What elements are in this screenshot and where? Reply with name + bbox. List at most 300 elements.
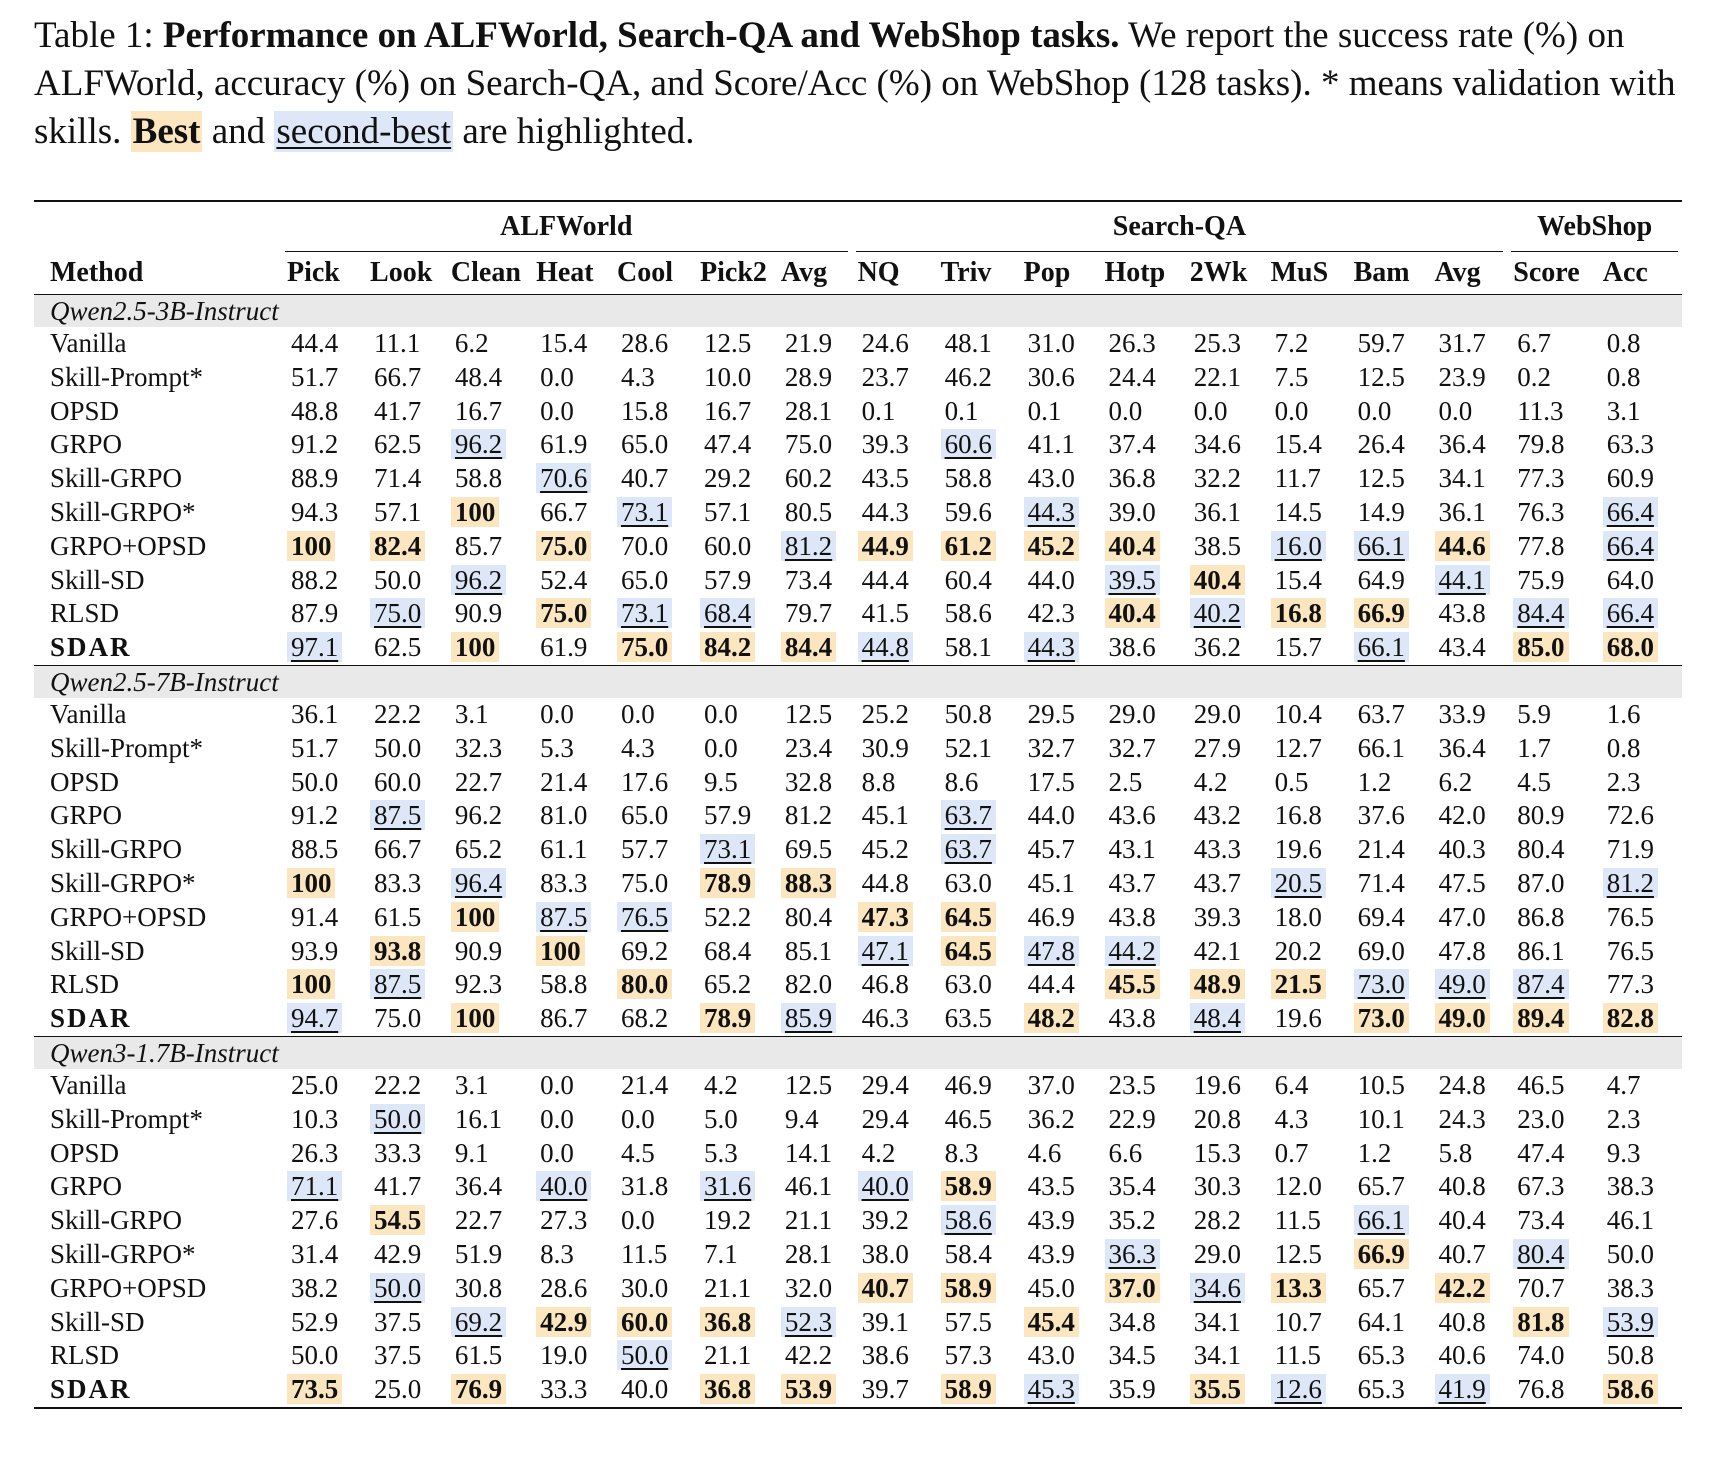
value-cell bbox=[852, 428, 935, 462]
value-cell bbox=[1265, 1272, 1348, 1306]
value-text: 82.8 bbox=[1603, 1003, 1658, 1033]
value-cell bbox=[1184, 428, 1265, 462]
value-cell bbox=[1429, 1002, 1508, 1036]
value-cell bbox=[281, 1002, 364, 1036]
value-cell bbox=[1184, 1238, 1265, 1272]
value-cell bbox=[1018, 901, 1099, 935]
value-text: 73.4 bbox=[784, 564, 833, 595]
value-cell bbox=[1265, 564, 1348, 598]
value-text: 22.7 bbox=[454, 1205, 503, 1236]
value-cell bbox=[1507, 1170, 1596, 1204]
value-cell bbox=[1507, 732, 1596, 766]
value-cell bbox=[935, 327, 1018, 361]
value-text: 5.0 bbox=[704, 1103, 738, 1134]
value-text: 44.0 bbox=[1027, 800, 1075, 831]
value-cell bbox=[611, 1238, 694, 1272]
value-text: 4.6 bbox=[1027, 1137, 1062, 1168]
value-cell bbox=[1099, 1373, 1184, 1408]
value-text: 11.5 bbox=[1274, 1340, 1321, 1371]
value-text: 94.3 bbox=[290, 496, 339, 527]
value-text: 15.7 bbox=[1274, 632, 1322, 663]
value-cell bbox=[775, 799, 852, 833]
value-text: 59.6 bbox=[944, 496, 992, 527]
value-text: 45.7 bbox=[1027, 834, 1075, 865]
value-text: 50.0 bbox=[617, 1340, 672, 1370]
value-text: 36.4 bbox=[454, 1171, 503, 1202]
value-cell bbox=[1429, 1204, 1508, 1238]
value-cell bbox=[1507, 530, 1596, 564]
value-cell bbox=[1429, 564, 1508, 598]
value-text: 70.6 bbox=[536, 463, 591, 493]
value-text: 36.1 bbox=[1438, 496, 1486, 527]
value-cell bbox=[1597, 1170, 1682, 1204]
value-cell bbox=[1507, 1204, 1596, 1238]
value-cell bbox=[1099, 698, 1184, 732]
value-cell bbox=[364, 968, 445, 1002]
value-cell bbox=[1597, 327, 1682, 361]
value-cell bbox=[1018, 1170, 1099, 1204]
value-cell bbox=[694, 631, 775, 665]
value-cell bbox=[530, 564, 611, 598]
value-cell bbox=[775, 361, 852, 395]
value-text: 34.8 bbox=[1108, 1306, 1156, 1337]
value-cell bbox=[1184, 867, 1265, 901]
table-row bbox=[34, 1204, 1682, 1238]
results-table-wrapper bbox=[34, 200, 1682, 1409]
value-text: 15.4 bbox=[1274, 429, 1322, 460]
value-cell bbox=[1184, 935, 1265, 969]
value-cell bbox=[1018, 1069, 1099, 1103]
value-text: 58.8 bbox=[540, 969, 588, 1000]
value-cell bbox=[445, 766, 530, 800]
value-text: 35.5 bbox=[1190, 1374, 1245, 1404]
value-cell bbox=[1597, 1069, 1682, 1103]
value-text: 61.5 bbox=[374, 901, 422, 932]
value-text: 40.4 bbox=[1105, 598, 1160, 628]
table-row bbox=[34, 799, 1682, 833]
value-text: 100 bbox=[287, 969, 336, 999]
value-text: 60.0 bbox=[617, 1307, 672, 1337]
value-text: 66.7 bbox=[374, 361, 422, 392]
value-text: 84.2 bbox=[700, 632, 755, 662]
value-cell bbox=[364, 799, 445, 833]
value-cell bbox=[1597, 732, 1682, 766]
value-text: 28.6 bbox=[540, 1272, 588, 1303]
value-cell bbox=[852, 901, 935, 935]
value-text: 34.1 bbox=[1438, 463, 1486, 494]
value-text: 42.0 bbox=[1438, 800, 1486, 831]
value-cell bbox=[530, 1069, 611, 1103]
value-text: 60.4 bbox=[944, 564, 992, 595]
value-text: 58.4 bbox=[944, 1238, 992, 1269]
value-text: 32.7 bbox=[1027, 732, 1075, 763]
value-cell bbox=[694, 1103, 775, 1137]
value-text: 75.9 bbox=[1517, 564, 1565, 595]
value-text: 4.3 bbox=[620, 361, 655, 392]
value-cell bbox=[611, 564, 694, 598]
value-cell bbox=[1348, 428, 1429, 462]
value-text: 43.7 bbox=[1108, 867, 1156, 898]
value-cell bbox=[1184, 1373, 1265, 1408]
value-cell bbox=[1018, 1238, 1099, 1272]
value-text: 24.4 bbox=[1108, 361, 1156, 392]
value-cell bbox=[1018, 1272, 1099, 1306]
value-cell bbox=[1018, 968, 1099, 1002]
value-text: 10.0 bbox=[704, 361, 752, 392]
value-text: 28.6 bbox=[620, 328, 669, 358]
value-text: 11.5 bbox=[620, 1238, 668, 1269]
value-text: 0.0 bbox=[540, 395, 574, 426]
value-text: 44.3 bbox=[1024, 497, 1079, 527]
value-cell bbox=[1507, 1103, 1596, 1137]
value-cell bbox=[1184, 1272, 1265, 1306]
value-cell bbox=[1018, 361, 1099, 395]
value-text: 12.5 bbox=[784, 698, 833, 729]
value-cell bbox=[694, 530, 775, 564]
value-cell bbox=[445, 732, 530, 766]
value-text: 83.3 bbox=[540, 867, 588, 898]
value-text: 40.6 bbox=[1438, 1340, 1486, 1371]
value-text: 15.8 bbox=[620, 395, 669, 426]
value-cell bbox=[1184, 1339, 1265, 1373]
value-cell bbox=[364, 935, 445, 969]
value-text: 19.0 bbox=[540, 1340, 588, 1371]
value-cell bbox=[364, 1002, 445, 1036]
value-text: 22.7 bbox=[454, 766, 503, 797]
value-cell bbox=[611, 698, 694, 732]
value-cell bbox=[775, 597, 852, 631]
value-cell bbox=[935, 1306, 1018, 1340]
value-cell bbox=[1099, 1170, 1184, 1204]
value-cell bbox=[445, 1137, 530, 1171]
value-cell bbox=[1348, 462, 1429, 496]
value-cell bbox=[1184, 462, 1265, 496]
value-cell bbox=[611, 1103, 694, 1137]
value-cell bbox=[364, 1069, 445, 1103]
value-cell bbox=[364, 766, 445, 800]
value-text: 71.1 bbox=[287, 1171, 342, 1201]
method-cell: Skill-Prompt* bbox=[50, 732, 204, 763]
value-text: 57.1 bbox=[374, 496, 422, 527]
value-text: 45.4 bbox=[1024, 1307, 1079, 1337]
value-text: 36.2 bbox=[1027, 1103, 1075, 1134]
value-text: 38.2 bbox=[290, 1272, 339, 1303]
value-cell bbox=[1507, 935, 1596, 969]
value-text: 4.5 bbox=[1517, 766, 1552, 797]
value-text: 64.5 bbox=[941, 936, 996, 966]
value-text: 1.7 bbox=[1517, 732, 1552, 763]
value-text: 3.1 bbox=[1606, 395, 1641, 426]
value-cell bbox=[852, 462, 935, 496]
value-text: 19.6 bbox=[1274, 834, 1322, 865]
value-text: 44.3 bbox=[861, 496, 909, 527]
value-cell bbox=[935, 799, 1018, 833]
value-cell bbox=[694, 564, 775, 598]
value-text: 12.5 bbox=[704, 328, 752, 358]
value-text: 4.3 bbox=[1274, 1103, 1309, 1134]
value-text: 67.3 bbox=[1517, 1171, 1565, 1202]
value-text: 49.0 bbox=[1435, 969, 1490, 999]
value-text: 75.0 bbox=[536, 531, 591, 561]
value-text: 9.5 bbox=[704, 766, 738, 797]
value-cell bbox=[1099, 1204, 1184, 1238]
value-cell bbox=[775, 1137, 852, 1171]
value-cell bbox=[611, 361, 694, 395]
value-cell bbox=[445, 395, 530, 429]
value-text: 21.4 bbox=[540, 766, 588, 797]
value-text: 0.0 bbox=[620, 1205, 655, 1236]
table-row bbox=[34, 1272, 1682, 1306]
value-text: 45.3 bbox=[1024, 1374, 1079, 1404]
value-text: 46.2 bbox=[944, 361, 992, 392]
value-cell bbox=[364, 1306, 445, 1340]
value-text: 44.4 bbox=[1027, 969, 1075, 1000]
value-cell bbox=[1348, 361, 1429, 395]
value-cell bbox=[1184, 1137, 1265, 1171]
value-text: 44.8 bbox=[858, 632, 913, 662]
value-cell bbox=[445, 564, 530, 598]
value-text: 39.0 bbox=[1108, 496, 1156, 527]
value-text: 4.3 bbox=[620, 732, 655, 763]
value-text: 2.3 bbox=[1606, 1103, 1641, 1134]
value-text: 42.2 bbox=[784, 1340, 833, 1371]
value-text: 31.7 bbox=[1438, 328, 1486, 358]
value-cell bbox=[1099, 799, 1184, 833]
table-row bbox=[34, 597, 1682, 631]
value-cell bbox=[1597, 428, 1682, 462]
value-text: 66.1 bbox=[1357, 732, 1405, 763]
value-text: 78.9 bbox=[700, 868, 755, 898]
value-text: 6.7 bbox=[1517, 328, 1552, 358]
value-text: 1.6 bbox=[1606, 698, 1641, 729]
value-cell bbox=[1099, 1137, 1184, 1171]
value-text: 17.6 bbox=[620, 766, 669, 797]
value-cell bbox=[935, 968, 1018, 1002]
value-cell bbox=[1099, 901, 1184, 935]
value-cell bbox=[852, 833, 935, 867]
value-cell bbox=[1507, 1002, 1596, 1036]
value-text: 64.1 bbox=[1357, 1306, 1405, 1337]
value-cell bbox=[530, 361, 611, 395]
value-cell bbox=[1429, 799, 1508, 833]
value-cell bbox=[1184, 1002, 1265, 1036]
value-text: 5.9 bbox=[1517, 698, 1552, 729]
value-cell bbox=[281, 732, 364, 766]
value-text: 28.2 bbox=[1193, 1205, 1241, 1236]
caption-second-example: second-best bbox=[276, 111, 452, 152]
caption-best-example: Best bbox=[132, 111, 201, 152]
value-text: 76.5 bbox=[1606, 901, 1654, 932]
value-cell bbox=[1348, 698, 1429, 732]
value-text: 66.4 bbox=[1603, 531, 1658, 561]
value-cell bbox=[530, 732, 611, 766]
value-text: 80.4 bbox=[1513, 1239, 1568, 1269]
value-text: 73.1 bbox=[700, 834, 755, 864]
value-cell bbox=[694, 867, 775, 901]
value-cell bbox=[935, 564, 1018, 598]
value-text: 0.0 bbox=[1438, 395, 1473, 426]
value-cell bbox=[694, 496, 775, 530]
value-cell bbox=[1348, 564, 1429, 598]
value-cell bbox=[694, 327, 775, 361]
value-text: 44.1 bbox=[1435, 565, 1490, 595]
value-cell bbox=[1099, 833, 1184, 867]
value-cell bbox=[1184, 698, 1265, 732]
value-text: 96.4 bbox=[451, 868, 506, 898]
value-cell bbox=[1265, 1306, 1348, 1340]
value-text: 66.7 bbox=[540, 496, 588, 527]
method-cell: Skill-GRPO* bbox=[50, 496, 196, 527]
value-cell bbox=[364, 631, 445, 665]
value-text: 80.4 bbox=[784, 901, 833, 932]
value-text: 26.4 bbox=[1357, 429, 1405, 460]
value-text: 87.4 bbox=[1513, 969, 1568, 999]
value-text: 12.5 bbox=[784, 1069, 833, 1100]
column-header-row bbox=[34, 252, 1682, 295]
value-cell bbox=[775, 428, 852, 462]
value-cell bbox=[1018, 1373, 1099, 1408]
value-text: 10.7 bbox=[1274, 1306, 1322, 1337]
value-cell bbox=[445, 1002, 530, 1036]
value-text: 39.3 bbox=[1193, 901, 1241, 932]
value-text: 12.5 bbox=[1357, 361, 1405, 392]
value-cell bbox=[694, 698, 775, 732]
value-text: 58.6 bbox=[941, 1205, 996, 1235]
value-text: 100 bbox=[451, 497, 500, 527]
value-cell bbox=[1018, 1103, 1099, 1137]
method-cell: OPSD bbox=[50, 1137, 120, 1168]
value-cell bbox=[935, 1373, 1018, 1408]
column-header: Triv bbox=[940, 257, 992, 288]
value-cell bbox=[694, 1373, 775, 1408]
method-cell: Vanilla bbox=[50, 1069, 127, 1100]
value-cell bbox=[611, 935, 694, 969]
value-cell bbox=[1429, 935, 1508, 969]
value-text: 39.1 bbox=[861, 1306, 909, 1337]
value-cell bbox=[935, 935, 1018, 969]
group-header-searchqa: Search-QA bbox=[852, 201, 1508, 252]
value-text: 29.0 bbox=[1193, 698, 1241, 729]
value-cell bbox=[611, 1306, 694, 1340]
caption-tail: are highlighted. bbox=[462, 111, 695, 152]
value-cell bbox=[1429, 327, 1508, 361]
value-text: 47.4 bbox=[704, 429, 752, 460]
value-text: 22.9 bbox=[1108, 1103, 1156, 1134]
value-cell bbox=[281, 530, 364, 564]
value-text: 0.0 bbox=[540, 698, 574, 729]
value-text: 44.0 bbox=[1027, 564, 1075, 595]
value-cell bbox=[530, 1002, 611, 1036]
value-text: 0.1 bbox=[1027, 395, 1062, 426]
value-text: 25.2 bbox=[861, 698, 909, 729]
value-cell bbox=[1429, 867, 1508, 901]
value-text: 25.3 bbox=[1193, 328, 1241, 358]
value-cell bbox=[611, 530, 694, 564]
value-cell bbox=[1597, 1204, 1682, 1238]
table-row bbox=[34, 1339, 1682, 1373]
value-cell bbox=[1099, 1069, 1184, 1103]
value-text: 29.5 bbox=[1027, 698, 1075, 729]
value-text: 46.9 bbox=[1027, 901, 1075, 932]
value-cell bbox=[935, 395, 1018, 429]
value-cell bbox=[1184, 799, 1265, 833]
value-cell bbox=[1018, 597, 1099, 631]
value-cell bbox=[1429, 395, 1508, 429]
value-cell bbox=[1348, 1339, 1429, 1373]
table-row bbox=[34, 968, 1682, 1002]
value-cell bbox=[852, 1204, 935, 1238]
value-text: 100 bbox=[451, 632, 500, 662]
value-text: 75.0 bbox=[620, 867, 669, 898]
value-cell bbox=[1348, 1069, 1429, 1103]
value-text: 38.0 bbox=[861, 1238, 909, 1269]
value-text: 53.9 bbox=[781, 1374, 836, 1404]
value-text: 53.9 bbox=[1603, 1307, 1658, 1337]
value-text: 31.0 bbox=[1027, 328, 1075, 358]
value-text: 51.9 bbox=[454, 1238, 503, 1269]
value-cell bbox=[775, 1204, 852, 1238]
value-text: 77.3 bbox=[1606, 969, 1654, 1000]
value-cell bbox=[281, 428, 364, 462]
value-text: 69.2 bbox=[620, 935, 669, 966]
value-cell bbox=[694, 799, 775, 833]
value-cell bbox=[1348, 496, 1429, 530]
value-text: 61.1 bbox=[540, 834, 588, 865]
value-text: 76.3 bbox=[1517, 496, 1565, 527]
value-text: 85.7 bbox=[454, 530, 503, 561]
value-text: 68.0 bbox=[1603, 632, 1658, 662]
value-text: 21.9 bbox=[784, 328, 833, 358]
value-text: 58.9 bbox=[941, 1374, 996, 1404]
value-cell bbox=[1184, 631, 1265, 665]
value-text: 65.0 bbox=[620, 429, 669, 460]
value-text: 47.3 bbox=[858, 902, 913, 932]
value-cell bbox=[1018, 766, 1099, 800]
value-cell bbox=[1265, 631, 1348, 665]
column-header: Hotp bbox=[1104, 257, 1166, 288]
value-text: 65.7 bbox=[1357, 1272, 1405, 1303]
value-cell bbox=[1507, 1373, 1596, 1408]
value-text: 57.3 bbox=[944, 1340, 992, 1371]
value-text: 34.1 bbox=[1193, 1306, 1241, 1337]
value-cell bbox=[364, 833, 445, 867]
value-cell bbox=[694, 462, 775, 496]
value-cell bbox=[1099, 1103, 1184, 1137]
method-cell: GRPO bbox=[50, 429, 123, 460]
value-text: 70.7 bbox=[1517, 1272, 1565, 1303]
table-row bbox=[34, 1373, 1682, 1408]
value-cell bbox=[1265, 395, 1348, 429]
value-text: 21.4 bbox=[620, 1069, 669, 1100]
value-cell bbox=[1099, 935, 1184, 969]
value-cell bbox=[775, 462, 852, 496]
value-text: 94.7 bbox=[287, 1003, 342, 1033]
value-text: 61.9 bbox=[540, 632, 588, 663]
column-header: MuS bbox=[1270, 257, 1329, 288]
value-text: 76.9 bbox=[451, 1374, 506, 1404]
value-text: 37.6 bbox=[1357, 800, 1405, 831]
column-header: Avg bbox=[780, 257, 828, 288]
value-cell bbox=[1099, 968, 1184, 1002]
value-cell bbox=[1018, 1339, 1099, 1373]
value-cell bbox=[1597, 901, 1682, 935]
value-cell bbox=[775, 631, 852, 665]
value-cell bbox=[1018, 631, 1099, 665]
value-cell bbox=[1507, 361, 1596, 395]
value-text: 47.8 bbox=[1438, 935, 1486, 966]
value-cell bbox=[611, 968, 694, 1002]
value-text: 90.9 bbox=[454, 598, 503, 629]
